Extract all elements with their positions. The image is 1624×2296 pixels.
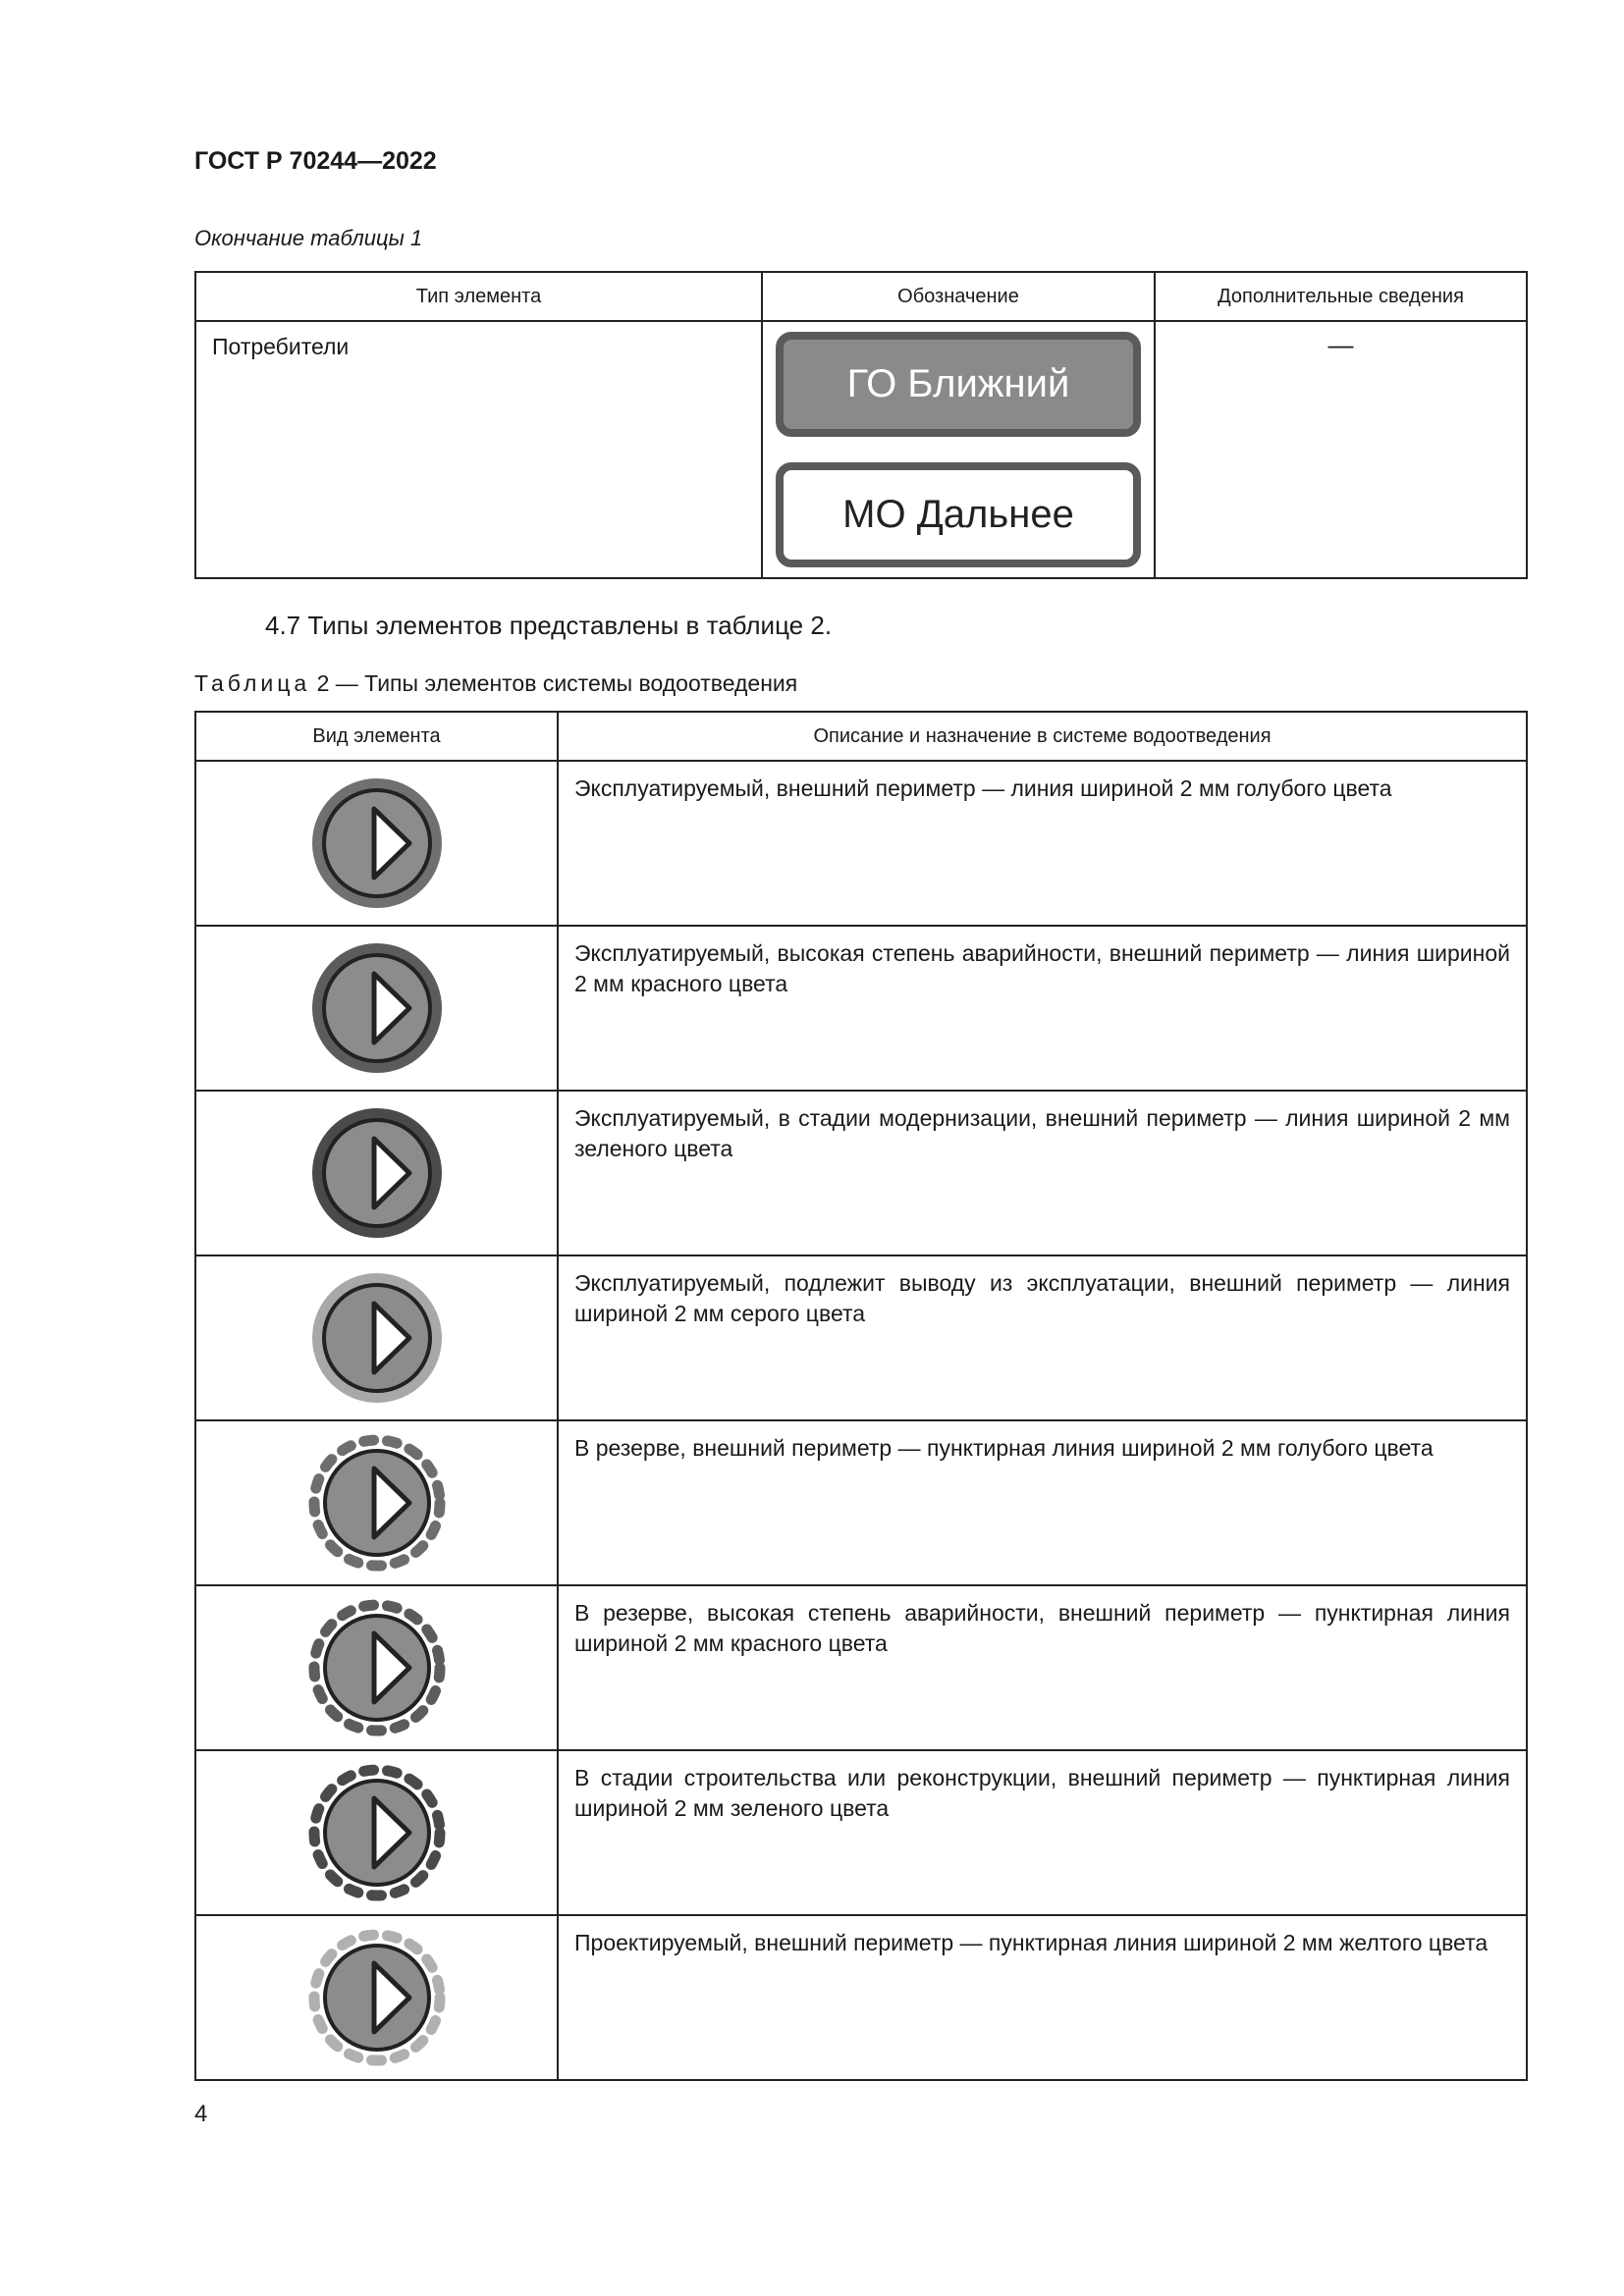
- table2: [194, 711, 1528, 2081]
- table2-col-header: Вид элемента: [195, 712, 558, 761]
- document-header: ГОСТ Р 70244—2022: [194, 147, 437, 175]
- table1-col-header: Дополнительные сведения: [1155, 272, 1527, 321]
- table2-icon-cell: [195, 1255, 558, 1420]
- pump-dashed-outline-icon: [303, 1759, 451, 1906]
- table1-row: [195, 321, 1527, 578]
- table1-col-header: Тип элемента: [195, 272, 762, 321]
- table2-description-cell: Эксплуатируемый, высокая степень аварийности, внешний периметр — линия шириной 2 мм красного цвета: [558, 926, 1527, 1091]
- table2-row: [195, 926, 1527, 1091]
- table2-row: [195, 1915, 1527, 2080]
- pump-solid-outline-icon: [303, 1264, 451, 1412]
- table1-note-cell: —: [1155, 321, 1527, 578]
- pump-dashed-outline-icon: [303, 1924, 451, 2071]
- table1: [194, 271, 1528, 579]
- table2-caption-label: Таблица: [194, 670, 311, 696]
- table2-icon-cell: [195, 1585, 558, 1750]
- table2-icon-cell: [195, 1915, 558, 2080]
- table2-row: [195, 1255, 1527, 1420]
- table2-icon-cell: [195, 761, 558, 926]
- consumer-sign-far: МО Дальнее: [776, 462, 1141, 567]
- table1-signs-cell: [762, 321, 1155, 578]
- table2-row: [195, 1585, 1527, 1750]
- pump-dashed-outline-icon: [303, 1594, 451, 1741]
- table2-description-cell: В резерве, внешний периметр — пунктирная линия шириной 2 мм голубого цвета: [558, 1420, 1527, 1585]
- table2-row: [195, 1420, 1527, 1585]
- table2-icon-cell: [195, 1420, 558, 1585]
- pump-solid-outline-icon: [303, 1099, 451, 1247]
- consumer-sign-near: ГО Ближний: [776, 332, 1141, 437]
- pump-dashed-outline-icon: [303, 1429, 451, 1576]
- table2-col-header: Описание и назначение в системе водоотведения: [558, 712, 1527, 761]
- paragraph-4-7: 4.7 Типы элементов представлены в таблице 2.: [265, 611, 833, 640]
- table1-caption: Окончание таблицы 1: [194, 226, 423, 250]
- table1-header-row: [195, 272, 1527, 321]
- table1-col-header: Обозначение: [762, 272, 1155, 321]
- table2-caption-text: 2 — Типы элементов системы водоотведения: [316, 670, 798, 696]
- table2-description-cell: Эксплуатируемый, в стадии модернизации, внешний периметр — линия шириной 2 мм зеленого цвета: [558, 1091, 1527, 1255]
- table2-row: [195, 1750, 1527, 1915]
- pump-solid-outline-icon: [303, 934, 451, 1082]
- table2-caption: [194, 670, 797, 697]
- table2-row: [195, 1091, 1527, 1255]
- table2-description-cell: В стадии строительства или реконструкции, внешний периметр — пунктирная линия шириной 2 мм зеленого цвета: [558, 1750, 1527, 1915]
- table2-row: [195, 761, 1527, 926]
- page-number: 4: [194, 2101, 208, 2127]
- table2-icon-cell: [195, 926, 558, 1091]
- pump-solid-outline-icon: [303, 770, 451, 917]
- table2-icon-cell: [195, 1091, 558, 1255]
- table2-description-cell: В резерве, высокая степень аварийности, внешний периметр — пунктирная линия шириной 2 мм красного цвета: [558, 1585, 1527, 1750]
- table2-description-cell: Эксплуатируемый, внешний периметр — линия шириной 2 мм голубого цвета: [558, 761, 1527, 926]
- table2-header-row: [195, 712, 1527, 761]
- table2-description-cell: Проектируемый, внешний периметр — пунктирная линия шириной 2 мм желтого цвета: [558, 1915, 1527, 2080]
- table2-description-cell: Эксплуатируемый, подлежит выводу из эксплуатации, внешний периметр — линия шириной 2 мм серого цвета: [558, 1255, 1527, 1420]
- table1-type-cell: Потребители: [195, 321, 762, 578]
- table2-icon-cell: [195, 1750, 558, 1915]
